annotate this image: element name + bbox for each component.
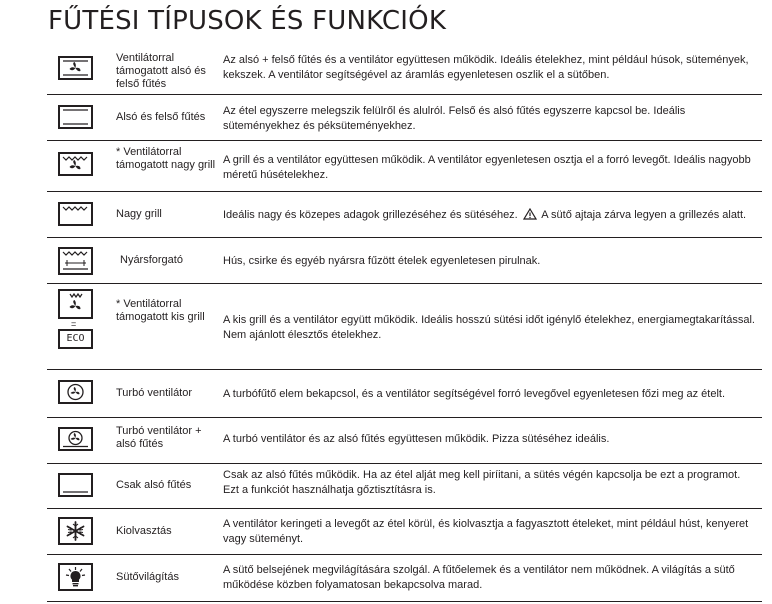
turbo-fan-bottom-heat-icon [58,427,93,451]
table-row [47,369,762,418]
fan-with-top-bottom-heat-icon [58,56,93,80]
table-row [47,554,762,602]
function-name: Csak alsó fűtés [116,479,192,491]
function-name: Kiolvasztás [116,525,172,537]
function-description: A turbó ventilátor és az alsó fűtés együttesen működik. Pizza sütéséhez ideális. [223,433,610,445]
fan-with-large-grill-icon [58,152,93,176]
function-name: * Ventilátorral támogatott kis grill [116,298,205,323]
table-row [47,140,762,192]
function-name: Sütővilágítás [116,571,179,583]
table-row [47,508,762,555]
function-description: A grill és a ventilátor együttesen működik. A ventilátor egyenletesen osztja el a forró levegőt. Ideális nagyobb méretű húsételekhez. [223,154,751,181]
function-description: A turbófűtő elem bekapcsol, és a ventilátor segítségével forró levegővel egyenletesen főzi meg az ételt. [223,388,726,400]
equals-sign: = [71,319,77,329]
turbo-fan-icon [58,380,93,404]
function-name: * Ventilátorral támogatott nagy grill [116,146,216,171]
function-description: Az étel egyszerre melegszik felülről és alulról. Felső és alsó fűtés egyszerre kapcsol be. Ideális süteményekhez és péksüteményekhez. [223,105,686,132]
oven-light-icon [58,563,93,591]
table-row [47,283,762,370]
table-row [47,417,762,464]
table-row [47,94,762,141]
warning-icon [523,208,537,220]
function-name: Ventilátorral támogatott alsó és felső fűtés [116,52,206,90]
table-row [47,42,762,95]
description-text: Ideális nagy és közepes adagok grillezéséhez és sütéséhez. [223,209,518,221]
function-description: A ventilátor keringeti a levegőt az étel körül, és kiolvasztja a fagyasztott ételeket, mint például húst, kenyeret vagy süteményt. [223,518,749,545]
large-grill-icon [58,202,93,226]
eco-badge: ECO [58,329,93,349]
function-description: A kis grill és a ventilátor együtt működik. Ideális hosszú sütési időt igénylő ételekhez, energiamegtakarítással. Nem ajánlott élesztős ételekhez. [223,314,755,341]
top-bottom-heat-icon [58,105,93,129]
fan-with-small-grill-eco-icon [58,289,93,319]
function-description: Csak az alsó fűtés működik. Ha az étel alját meg kell piríitani, a sütés végén kapcsolja be ezt a programot. Ezt a funkciót használhatja gőztisztításra is. [223,469,741,496]
bottom-heat-icon [58,473,93,497]
function-name: Turbó ventilátor + alsó fűtés [116,425,202,450]
page-title: FŰTÉSI TÍPUSOK ÉS FUNKCIÓK [48,6,447,36]
function-name: Alsó és felső fűtés [116,111,206,123]
function-description: Az alsó + felső fűtés és a ventilátor együttesen működik. Ideális ételekhez, mint például húsok, sütemények, kekszek. A ventilátor segítségével az áramlás egyenletesen oszlik el a sütőben. [223,54,749,81]
description-text: A sütő ajtaja zárva legyen a grillezés alatt. [541,209,747,221]
function-name: Turbó ventilátor [116,387,193,399]
function-description: Hús, csirke és egyéb nyársra fűzött ételek egyenletesen pirulnak. [223,255,541,267]
function-name: Nyársforgató [120,254,183,266]
table-row [47,463,762,509]
function-description [223,208,758,223]
function-name: Nagy grill [116,208,162,220]
function-description: A sütő belsejének megvilágítására szolgál. A fűtőelemek és a ventilátor nem működnek. A világítás a sütő működése közben folyamatosan bekapcsolva marad. [223,564,735,591]
table-row [47,191,762,238]
rotisserie-icon [58,247,93,275]
table-row [47,237,762,284]
defrost-snowflake-icon [58,517,93,545]
